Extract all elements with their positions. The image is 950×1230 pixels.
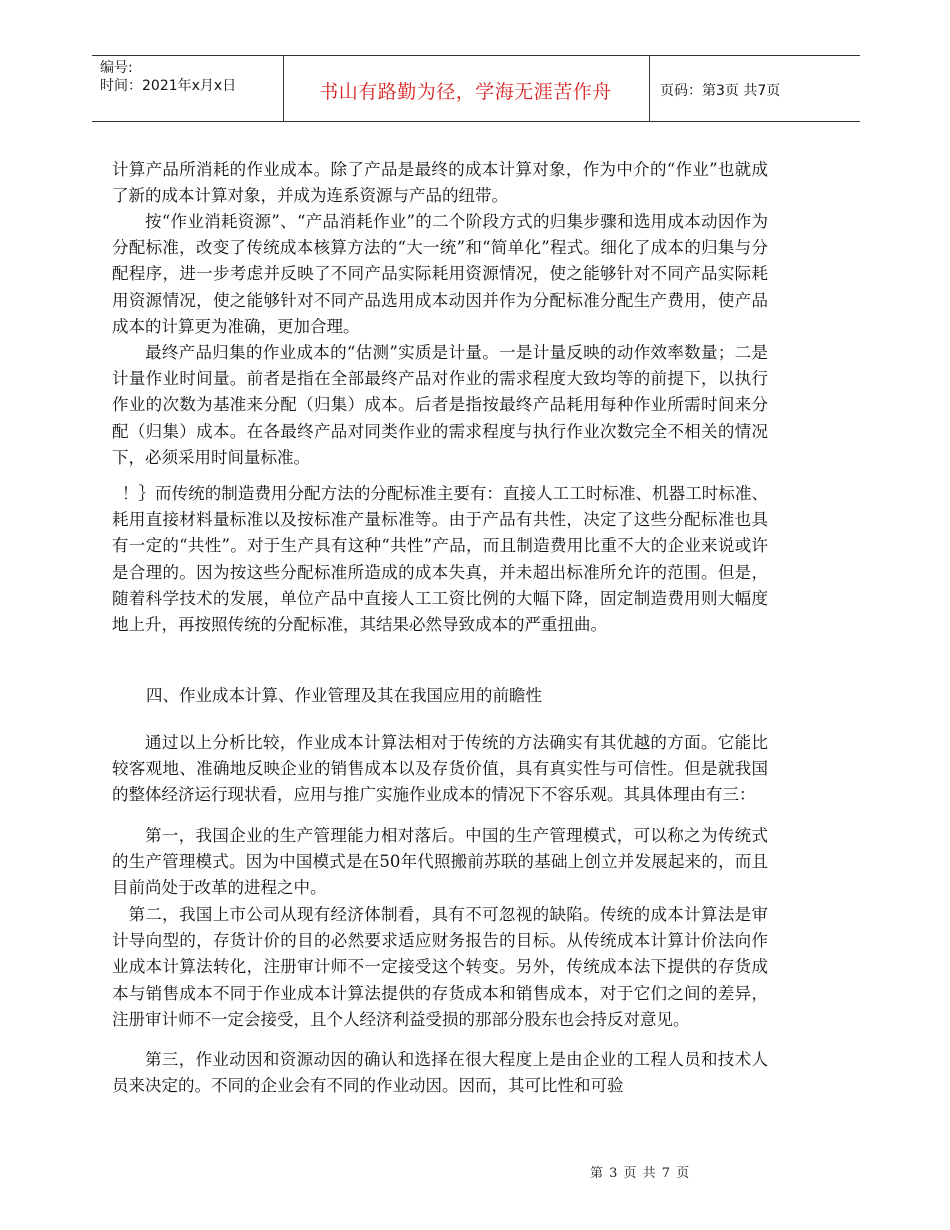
paragraph-1: 计算产品所消耗的作业成本。除了产品是最终的成本计算对象，作为中介的“作业”也就成了新的成本计算对象，并成为连系资源与产品的纽带。 bbox=[112, 160, 768, 206]
header-bottom-rule bbox=[92, 121, 860, 122]
paragraph-3: 最终产品归集的作业成本的“估测”实质是计量。一是计量反映的动作效率数量；二是计量作业时间量。前者是指在全部最终产品对作业的需求程度大致均等的前提下，以执行作业的次数为基准来分配（归集）成本。后者是指按最终产品耗用每种作业所需时间来分配（归集）成本。在各最终产品对同类作业的需求程度与执行作业次数完全不相关的情况下，必须采用时间量标准。 bbox=[112, 343, 768, 467]
paragraph-8: 第三，作业动因和资源动因的确认和选择在很大程度上是由企业的工程人员和技术人员来决定的。不同的企业会有不同的作业动因。因而，其可比性和可验 bbox=[112, 1050, 768, 1096]
serial-label: 编号: bbox=[100, 60, 133, 76]
paragraph-6: 第一，我国企业的生产管理能力相对落后。中国的生产管理模式，可以称之为传统式的生产管理模式。因为中国模式是在50年代照搬前苏联的基础上创立并发展起来的，而且目前尚处于改革的进程之中。 bbox=[112, 826, 768, 898]
header-motto: 书山有路勤为径，学海无涯苦作舟 bbox=[319, 81, 612, 103]
time-line: 时间：2021年x月x日 bbox=[100, 78, 237, 94]
header-page-info: 页码：第3页 共7页 bbox=[660, 83, 781, 99]
header-meta bbox=[100, 59, 236, 95]
paragraph-7: 第二，我国上市公司从现有经济体制看，具有不可忽视的缺陷。传统的成本计算法是审计导向型的，存货计价的目的必然要求适应财务报告的目标。从传统成本计算计价法向作业成本计算法转化，注册审计师不一定接受这个转变。另外，传统成本法下提供的存货成本与销售成本不同于作业成本计算法提供的存货成本和销售成本，对于它们之间的差异，注册审计师不一定会接受，且个人经济利益受损的那部分股东也会持反对意见。 bbox=[112, 905, 768, 1029]
paragraph-2: 按“作业消耗资源”、“产品消耗作业”的二个阶段方式的归集步骤和选用成本动因作为分配标准，改变了传统成本核算方法的“大一统”和“简单化”程式。细化了成本的归集与分配程序，进一步考虑并反映了不同产品实际耗用资源情况，使之能够针对不同产品实际耗用资源情况，使之能够针对不同产品选用成本动因并作为分配标准分配生产费用，使产品成本的计算更为准确，更加合理。 bbox=[112, 212, 768, 336]
paragraph-4: ！｝而传统的制造费用分配方法的分配标准主要有：直接人工工时标准、机器工时标准、耗用直接材料量标准以及按标准产量标准等。由于产品有共性，决定了这些分配标准也具有一定的“共性”。对于生产具有这种“共性”产品，而且制造费用比重不大的企业来说或许是合理的。因为按这些分配标准所造成的成本失真，并未超出标准所允许的范围。但是，随着科学技术的发展，单位产品中直接人工工资比例的大幅下降，固定制造费用则大幅度地上升，再按照传统的分配标准，其结果必然导致成本的严重扭曲。 bbox=[112, 484, 768, 635]
section-heading: 四、作业成本计算、作业管理及其在我国应用的前瞻性 bbox=[146, 686, 542, 705]
page-footer: 第 3 页 共 7 页 bbox=[590, 1166, 691, 1181]
paragraph-5: 通过以上分析比较，作业成本计算法相对于传统的方法确实有其优越的方面。它能比较客观地、准确地反映企业的销售成本以及存货价值，具有真实性与可信性。但是就我国的整体经济运行现状看，应用与推广实施作业成本的情况下不容乐观。其具体理由有三： bbox=[112, 733, 768, 805]
